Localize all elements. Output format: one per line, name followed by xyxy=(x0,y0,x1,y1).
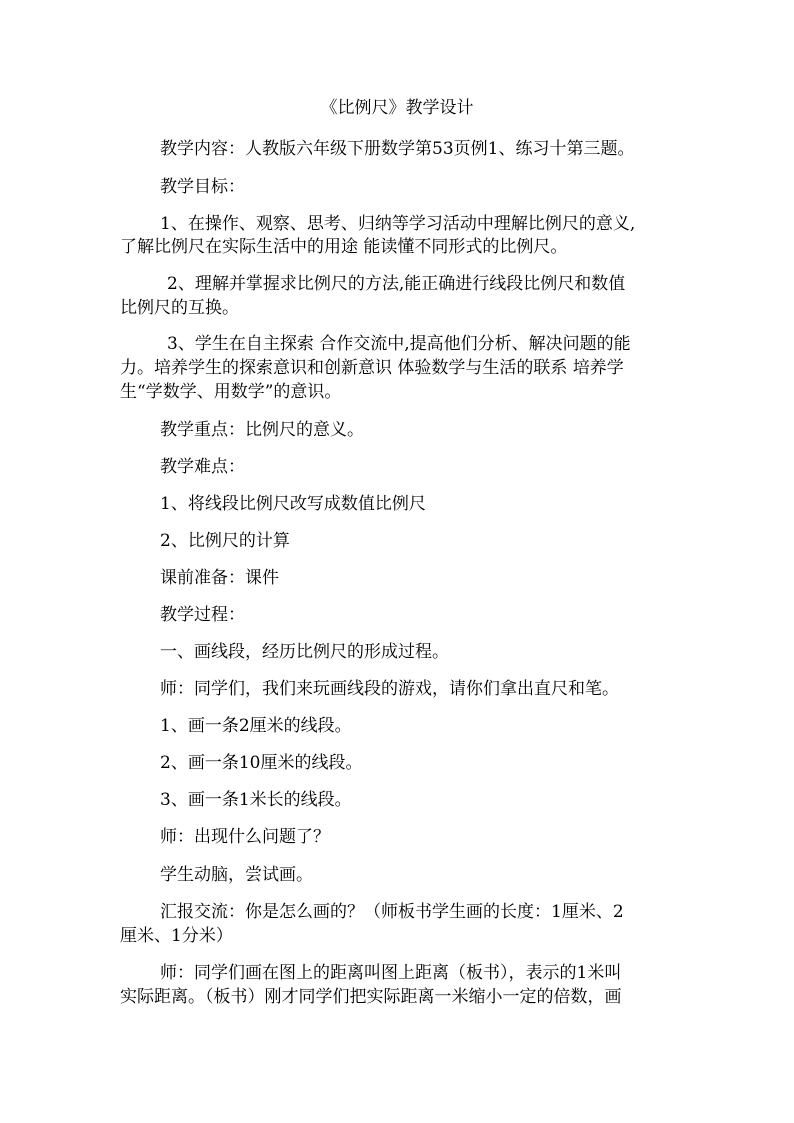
goal-3-line-2: 力。培养学生的探索意识和创新意识 体验数学与生活的联系 培养学 xyxy=(120,358,624,378)
goal-2-line-2: 比例尺的互换。 xyxy=(120,298,239,318)
goal-3-line-3: 生“学数学、用数学”的意识。 xyxy=(120,382,342,402)
student-activity: 学生动脑，尝试画。 xyxy=(160,865,313,885)
task-2: 2、画一条10厘米的线段。 xyxy=(160,753,363,773)
section-1-heading: 一、画线段，经历比例尺的形成过程。 xyxy=(160,642,449,662)
teacher-line-3: 师：同学们画在图上的距离叫图上距离（板书），表示的1米叫 xyxy=(160,963,622,983)
preparation: 课前准备：课件 xyxy=(160,568,279,588)
paragraph-teaching-content: 教学内容：人教版六年级下册数学第53页例1、练习十第三题。 xyxy=(160,139,635,159)
document-title: 《比例尺》教学设计 xyxy=(320,98,474,118)
heading-teaching-goals: 教学目标： xyxy=(160,177,245,197)
teacher-line-2: 师：出现什么问题了？ xyxy=(160,827,330,847)
key-point: 教学重点：比例尺的意义。 xyxy=(160,420,364,440)
difficulty-1: 1、将线段比例尺改写成数值比例尺 xyxy=(160,494,426,514)
teacher-line-4: 实际距离。（板书）刚才同学们把实际距离一米缩小一定的倍数，画 xyxy=(120,987,622,1007)
goal-3-line-1: 3、学生在自主探索 合作交流中,提高他们分析、解决问题的能 xyxy=(167,334,631,354)
report-line-1: 汇报交流：你是怎么画的？（师板书学生画的长度：1厘米、2 xyxy=(160,902,624,922)
heading-difficulties: 教学难点： xyxy=(160,457,245,477)
goal-1-line-2: 了解比例尺在实际生活中的用途 能读懂不同形式的比例尺。 xyxy=(120,237,568,257)
task-3: 3、画一条1米长的线段。 xyxy=(160,790,352,810)
task-1: 1、画一条2厘米的线段。 xyxy=(160,716,352,736)
report-line-2: 厘米、1分米） xyxy=(120,926,233,946)
goal-2-line-1: 2、理解并掌握求比例尺的方法,能正确进行线段比例尺和数值 xyxy=(167,274,626,294)
heading-process: 教学过程： xyxy=(160,605,245,625)
difficulty-2: 2、比例尺的计算 xyxy=(160,531,290,551)
teacher-line-1: 师：同学们，我们来玩画线段的游戏，请你们拿出直尺和笔。 xyxy=(160,679,619,699)
goal-1-line-1: 1、在操作、观察、思考、归纳等学习活动中理解比例尺的意义, xyxy=(160,214,636,234)
